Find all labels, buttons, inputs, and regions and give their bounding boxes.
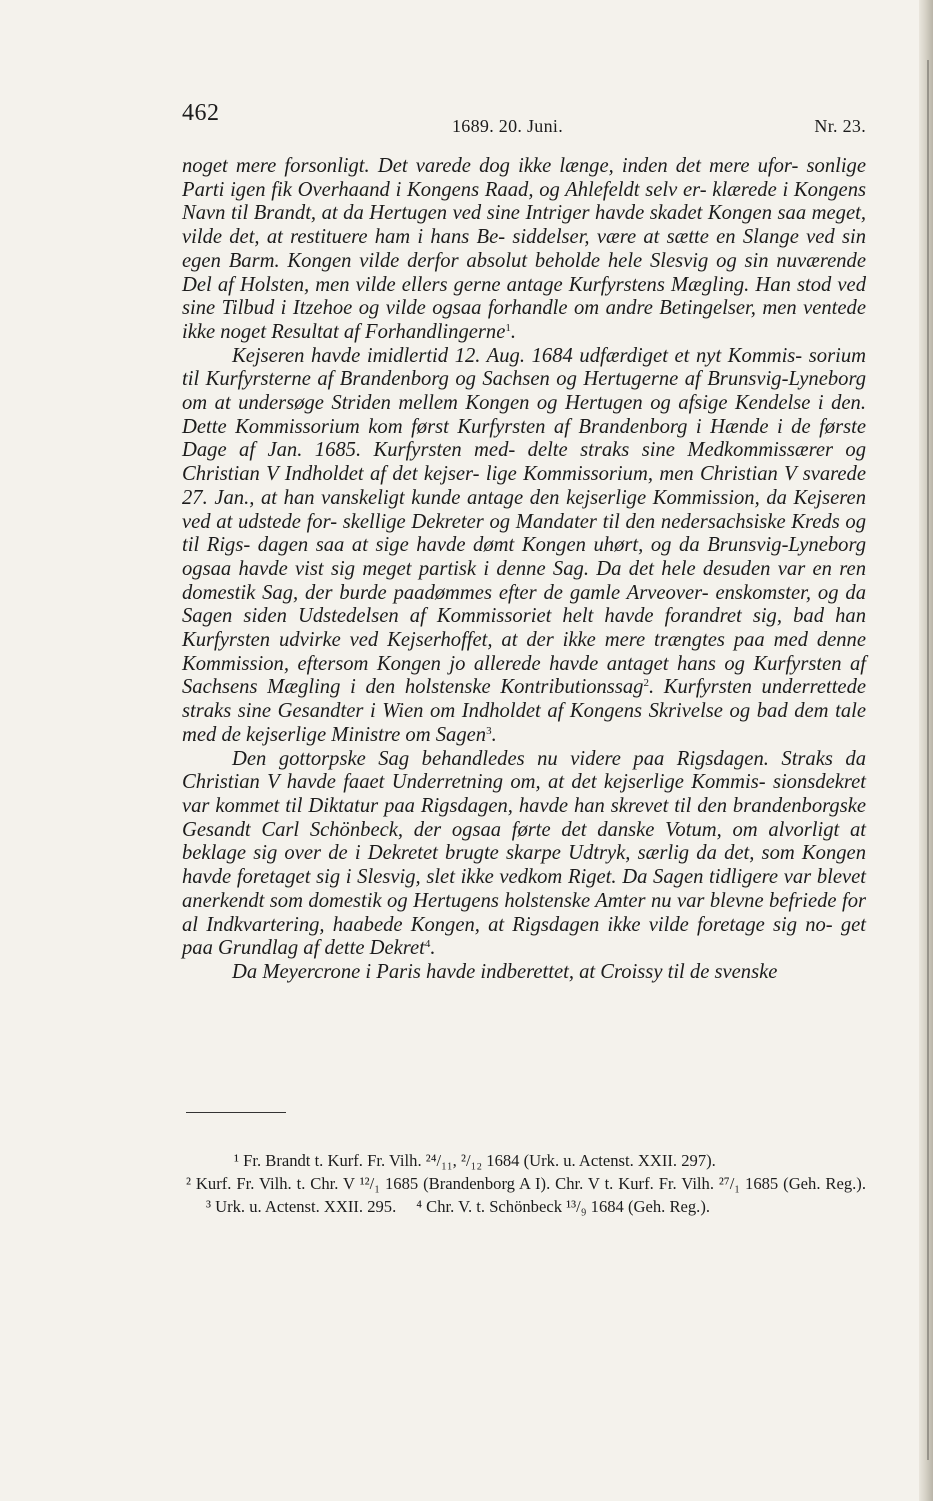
footnote-1: ¹ Fr. Brandt t. Kurf. Fr. Vilh. ²⁴/₁₁, ²/₁₂ 1684 (Urk. u. Actenst. XXII. 297). xyxy=(234,1151,716,1170)
footnote-3: ³ Urk. u. Actenst. XXII. 295. xyxy=(206,1197,397,1216)
footnotes-2-4 xyxy=(186,1172,866,1218)
paragraph-4-text: Da Meyercrone i Paris havde indberettet, at Croissy til de svenske xyxy=(232,960,778,983)
footnotes xyxy=(186,1149,866,1218)
paragraph-1-text: noget mere forsonligt. Det varede dog ikke længe, inden det mere ufor- sonlige Parti igen fik Overhaand i Kongens Raad, og Ahlefeldt selv er- klærede i Kongens Navn til Brandt, at da Hertugen ved sine Intriger havde skadet Kongen saa meget, vilde det, at restituere ham i hans Be- siddelser, være at sætte en Slange ved sin egen Barm. Kongen vilde derfor absolut beholde hele Slesvig og sin nuværende Del af Holsten, men vilde ellers gerne antage Kurfyrstens Mægling. Han stod ved sine Tilbud i Itzehoe og vilde ogsaa forhandle om andre Betingelser, men ventede ikke noget Resultat af Forhandlingerne xyxy=(182,155,866,343)
footnote-2: ² Kurf. Fr. Vilh. t. Chr. V ¹²/₁ 1685 (Brandenborg A I). Chr. V t. Kurf. Fr. Vilh. ²⁷/₁ 1685 (Geh. Reg.). xyxy=(186,1174,866,1193)
footnote-ref-1: 1 xyxy=(505,321,511,334)
paragraph-3-text: Den gottorpske Sag behandledes nu videre paa Rigsdagen. Straks da Christian V havde faaet Underretning om, at det kejserlige Kommis- sionsdekret var kommet til Diktatur paa Rigsdagen, havde han skrevet til den brandenborgske Gesandt Carl Schönbeck, der ogsaa førte det danske Votum, om alvorligt at beklage sig over de i Dekretet brugte skarpe Udtryk, særlig da det, som Kongen havde foretaget sig i Slesvig, slet ikke vedkom Riget. Da Sagen tidligere var blevet anerkendt som domestik og Hertugens holstenske Amter nu var blevne befriede for al Indkvartering, haabede Kongen, at Rigsdagen ikke vilde foretage sig no- get paa Grundlag af dette Dekret xyxy=(182,747,866,960)
footnote-4: ⁴ Chr. V. t. Schönbeck ¹³/₉ 1684 (Geh. Reg.). xyxy=(416,1197,711,1216)
footnote-divider xyxy=(186,1112,286,1113)
main-text xyxy=(182,155,866,985)
footnote-ref-3: 3 xyxy=(486,724,492,737)
paragraph-3: Den gottorpske Sag behandledes nu videre paa Rigsdagen. Straks da Christian V havde faaet Underretning om, at det kejserlige Kommis- sionsdekret var kommet til Diktatur paa Rigsdagen, havde han skrevet til den brandenborgske Gesandt Carl Schönbeck, der ogsaa førte det danske Votum, om alvorligt at beklage sig over de i Dekretet brugte skarpe Udtryk, særlig da det, som Kongen havde foretaget sig i Slesvig, slet ikke vedkom Riget. Da Sagen tidligere var blevet anerkendt som domestik og Hertugens holstenske Amter nu var blevne befriede for al Indkvartering, haabede Kongen, at Rigsdagen ikke vilde foretage sig no- get paa Grundlag af dette Dekret$^4$. xyxy=(182,747,866,960)
header-date: 1689. 20. Juni. xyxy=(452,116,564,136)
paragraph-2: Kejseren havde imidlertid 12. Aug. 1684 udfærdiget et nyt Kommis- sorium til Kurfyrsterne af Brandenborg og Sachsen og Hertugerne af Brunsvig-Lyneborg om at undersøge Striden mellem Kongen og Hertugen og afsige Kendelse i den. Dette Kommissorium kom først Kurfyrsten af Brandenborg i Hænde i de første Dage af Jan. 1685. Kurfyrsten med- delte straks sine Medkommissærer og Christian V Indholdet af det kejser- lige Kommissorium, men Christian V svarede 27. Jan., at han vanskeligt kunde antage den kejserlige Kommission, da Kejseren ved at udstede for- skellige Dekreter og Mandater til den nedersachsiske Kreds og til Rigs- dagen saa at sige havde dømt Kongen uhørt, og da Brunsvig-Lyneborg ogsaa havde vist sig meget partisk i denne Sag. Da det hele desuden var en ren domestik Sag, der burde paadømmes efter de gamle Arveover- enskomster, og da Sagen siden Udstedelsen af Kommissoriet helt havde forandret sig, bad han Kurfyrsten udvirke ved Kejserhoffet, at der ikke mere trængtes paa med denne Kommission, eftersom Kongen jo allerede havde antaget hans og Kurfyrsten af Sachsens Mægling i den holstenske Kontributionssag$^2$. Kurfyrsten underrettede straks sine Gesandter i Wien om Indholdet af Kongens Skrivelse og bad dem tale med de kejserlige Ministre om Sagen$^3$. xyxy=(182,344,867,746)
document-number: Nr. 23. xyxy=(814,116,866,136)
paragraph-2-text-a: Kejseren havde imidlertid 12. Aug. 1684 udfærdiget et nyt Kommis- sorium til Kurfyrsterne af Brandenborg og Sachsen og Hertugerne af Brunsvig-Lyneborg om at undersøge Striden mellem Kongen og Hertugen og afsige Kendelse i den. Dette Kommissorium kom først Kurfyrsten af Brandenborg i Hænde i de første Dage af Jan. 1685. Kurfyrsten med- delte straks sine Medkommissærer og Christian V Indholdet af det kejser- lige Kommissorium, men Christian V svarede 27. Jan., at han vanskeligt kunde antage den kejserlige Kommission, da Kejseren ved at udstede for- skellige Dekreter og Mandater til den nedersachsiske Kreds og til Rigs- dagen saa at sige havde dømt Kongen uhørt, og da Brunsvig-Lyneborg ogsaa havde vist sig meget partisk i denne Sag. Da det hele desuden var en ren domestik Sag, der burde paadømmes efter de gamle Arveover- enskomster, og da Sagen siden Udstedelsen af Kommissoriet helt havde forandret sig, bad han Kurfyrsten udvirke ved Kejserhoffet, at der ikke mere trængtes paa med denne Kommission, eftersom Kongen jo allerede havde antaget hans og Kurfyrsten af Sachsens Mægling i den holstenske Kontributionssag xyxy=(182,344,866,699)
footnote-ref-4: 4 xyxy=(424,938,431,951)
page-number: 462 xyxy=(182,100,220,126)
paragraph-2-text-b: . Kurfyrsten underrettede straks sine Gesandter i Wien om Indholdet af Kongens Skrivelse og bad dem tale med de kejserlige Ministre om Sagen xyxy=(182,676,867,746)
page-edge xyxy=(919,0,933,1501)
running-header xyxy=(182,100,866,140)
paragraph-1: noget mere forsonligt. Det varede dog ikke længe, inden det mere ufor- sonlige Parti igen fik Overhaand i Kongens Raad, og Ahlefeldt selv er- klærede i Kongens Navn til Brandt, at da Hertugen ved sine Intriger havde skadet Kongen saa meget, vilde det, at restituere ham i hans Be- siddelser, være at sætte en Slange ved sin egen Barm. Kongen vilde derfor absolut beholde hele Slesvig og sin nuværende Del af Holsten, men vilde ellers gerne antage Kurfyrstens Mægling. Han stod ved sine Tilbud i Itzehoe og vilde ogsaa forhandle om andre Betingelser, men ventede ikke noget Resultat af Forhandlingerne$^1$. xyxy=(182,155,866,343)
footnote-ref-2: 2 xyxy=(643,677,649,690)
page-edge-shadow xyxy=(927,60,929,1460)
paragraph-4 xyxy=(182,961,866,985)
